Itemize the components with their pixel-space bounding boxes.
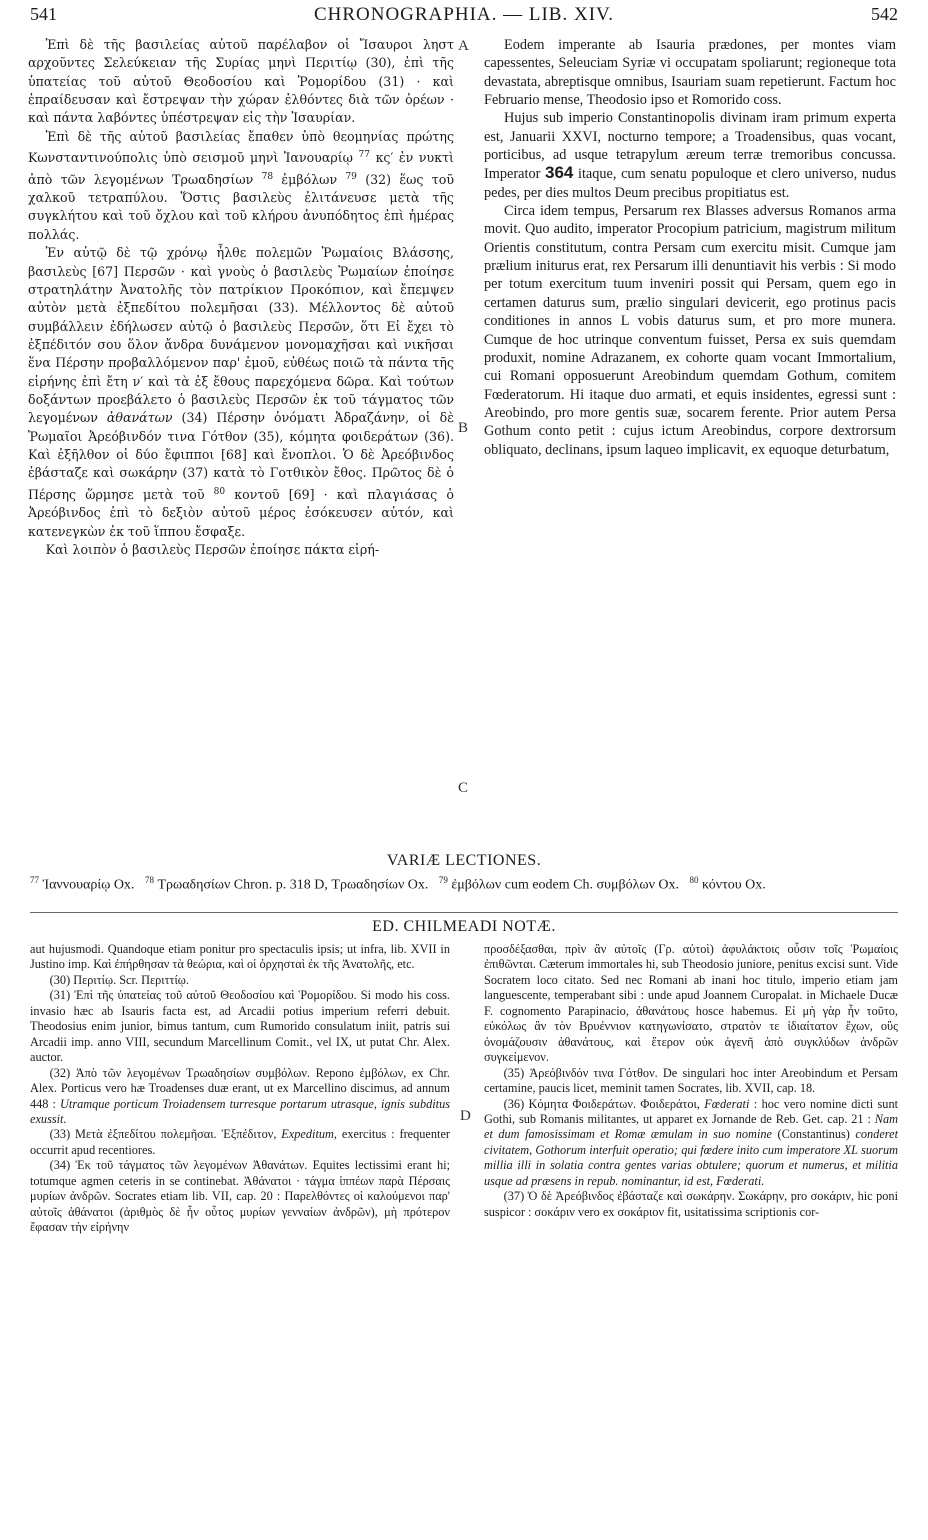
note-37: (37) Ὁ δὲ Ἀρεόβινδος ἐβάσταζε καὶ σωκάρην. Σωκάρην, pro σοκάριν, hic poni suspicor : σοκάριν vero ex σοκάριον fit, usitatissima scriptionis cor- — [484, 1189, 898, 1219]
note-33-italic: Expeditum — [281, 1127, 334, 1142]
variant-80: κόντου Ox. — [702, 877, 766, 893]
greek-column — [28, 36, 454, 559]
variant-number-79: 79 — [438, 875, 448, 885]
note-36-text-c: (Constantinus) — [777, 1127, 850, 1142]
note-36-text-a: (36) Κόμητα Φοιδεράτων. Φοιδεράτοι, — [503, 1096, 700, 1111]
latin-paragraph-2 — [484, 109, 896, 202]
latin-paragraph-1: Eodem imperante ab Isauria prædones, per montes viam capessentes, Seleuciam Syriæ vi occupatam spoliarunt; regioneque tota devastata, abreptisque omnibus, Isauriam suam repetierunt. Factum hoc Februario mense, Theodosio ipso et Romorido coss. — [484, 37, 896, 109]
page-number-left: 541 — [30, 4, 57, 24]
running-title: CHRONOGRAPHIA. — LIB. XIV. — [313, 4, 615, 25]
note-32 — [30, 1066, 450, 1128]
note-36-italic-1: Fœderati — [704, 1096, 750, 1111]
note-36-italic-3: conderet civitatem, Gothorum interfuit operatio; qui fœdere inito cum imperatore XL suorum millia illi in solatia contra gentes varias obtulere; quorum et numerus, et militia usque ad præsens in repub. nominantur, id est, Fœderati. — [484, 1127, 898, 1188]
note-36-italic-2: Nam et dum famosissimam et Romæ æmulam in suo nomine — [484, 1111, 898, 1142]
note-36 — [484, 1097, 898, 1190]
note-36-text-b: : hoc vero nomine dicti sunt Gothi, sub Romanis militantes, ut apparet ex Jornande de Reb. Get. cap. 21 : — [484, 1096, 899, 1126]
variae-lectiones-body — [30, 871, 898, 895]
footnote-ref-77: 77 — [358, 150, 370, 161]
folio-number-364: 364 — [544, 163, 574, 183]
margin-marker-a: A — [458, 38, 469, 54]
variant-77: Ἰαννουαρίῳ Ox. — [42, 877, 135, 893]
greek-p3-text-a: Ἐν αὐτῷ δὲ τῷ χρόνῳ ἦλθε πολεμῶν Ῥωμαίοις Βλάσσης, βασιλεὺς [67] Περσῶν · καὶ γνοὺς ὁ βασιλεὺς Ῥωμαίων ἐποίησε στρατηλάτην Ἀνατολῆς τὸν πατρίκιον Προκόπιον, καὶ ἔπεμψεν αὐτὸν μετὰ ἐξπεδίτου πολεμῆσαι (33). Μέλλοντος δὲ αὐτοῦ συμβάλλειν ἐδήλωσεν αὐτῷ ὁ βασιλεὺς Περσῶν, ὅτι Εἰ ἔχει τὸ ἐξπέδιτόν σου ὅλον ἄνδρα δυνάμενον μονομαχῆσαι καὶ νικῆσαι ἕνα Πέρσην προβαλλόμενον παρ' ἐμοῦ, εὐθέως ποιῶ τὰ πάντα τῆς εἰρήνης ἐπὶ ἔτη ν′ καὶ τὰ ἐξ ἔθους παρεχόμενα δῶρα. Καὶ τούτων δοξάντων προεβάλετο ὁ βασιλεὺς Περσῶν ἐκ τοῦ τάγματος τῶν λεγομένων — [28, 245, 454, 426]
latin-p2-text-a: Hujus sub imperio Constantinopolis divinam iram primum experta est, Januarii XXVI, nocturno tempore; a Troadensibus, quas vocant, porticibus, ad usque tetrapylum æreum terræ tremoribus concussa. Imperator — [484, 110, 896, 183]
variant-78: Τρωαδησίων Chron. p. 318 D, Τρωαδησίων Ox. — [157, 877, 429, 893]
greek-p3-text-c: κοντοῦ [69] · καὶ πλαγιάσας ὁ Ἀρεόβινδος ἐπὶ τὸ δεξιὸν αὐτοῦ μέρος ἐσόκευσεν αὐτόν, καὶ κατενεγκὼν ἐκ τοῦ ἵππου ἔσφαξε. — [28, 486, 454, 539]
latin-p2-text-b: itaque, cum senatu populoque et clero universo, nudus pedes, per dies multos Deum precibus propitiatus est. — [484, 166, 897, 201]
variant-number-80: 80 — [689, 875, 699, 885]
note-34-continuation: προσδέξασθαι, πρὶν ἂν αὐτοῖς (Γρ. αὐτοὶ) ἀφυλάκτοις οὖσιν τοῖς Ῥωμαίοις ἐπιθῶνται. Cæterum immortales hi, sub Theodosio juniore, penitus excisi sunt. Vide Socratem loco citato. Sed nec Romani ab inani hoc titulo, imperio etiam jam languescente, temperabant sibi : unde apud Joannem Curopalat. in Michaele Ducæ F. cognomento Parapinacio, ἀθανάτους hosce habemus. Εἰ μὴ γὰρ ἦν τοῦτο, εὐκόλως ἂν τὸν Βρυέννιον κατηγωνίσατο, στρατὸν τε ἰδιαίτατον ἔχων, οὓς ὀνομάζουσιν ἀθανάτους, καὶ ἕτερον οὐκ ἀγενῆ ἀπὸ συγκλύδων ἀνδρῶν συγκείμενον. — [484, 942, 898, 1065]
note-32-text: (32) Ἀπὸ τῶν λεγομένων Τρωαδησίων συμβόλων. Repono ἐμβόλων, ex Chr. Alex. Porticus vero hæ Troadenses duæ erant, ut ex Marcellino discimus, ad annum 448 : — [30, 1065, 450, 1111]
latin-paragraph-3: Circa idem tempus, Persarum rex Blasses adversus Romanos arma movit. Quo audito, imperator Procopium patricium, magistrum militum Orientis constitutum, contra Persam cum exercitu misit. Cumque jam prælium initurus erat, rex Persarum illi denuntiavit his verbis : Si modo per totum exercitum tuum inveniri possit qui Persam, quem ego in certamen daturus sum, prælio singulari devicerit, ego protinus pacis conditiones in annos L vobis daturus sum, et pro more munera. Cumque de hoc utrinque conventum fuisset, Persa ex suis quemdam produxit, nomine Adrazanem, ex cohorte quam vocant Immortalium, cui Romani opposuerunt Areobindum quemdam Gothum, comitem Fœderatorum. Hi itaque duo armati, et equis insidentes, egressi sunt : Areobindo, pro more gentis suæ, socarem ferente. Prior autem Persa Gothum conto petit : cujus ictum Areobindus, corpore dextrorsum obliquato, declinans, ipsum laqueo implicavit, ex equoque deturbatum, — [484, 203, 896, 458]
margin-marker-d: D — [460, 1108, 471, 1124]
note-30: (30) Περιτίῳ. Scr. Περιττίῳ. — [49, 972, 189, 987]
footnote-ref-79: 79 — [345, 171, 357, 182]
variant-number-78: 78 — [144, 875, 154, 885]
notes-left-column — [30, 942, 450, 1236]
greek-p2-text-c: ἐμβόλων — [281, 171, 338, 187]
greek-paragraph-3 — [28, 244, 454, 541]
margin-marker-c: C — [458, 780, 469, 796]
variant-79: ἐμβόλων cum eodem Ch. συμβόλων Ox. — [451, 877, 680, 893]
margin-marker-b: B — [458, 420, 469, 436]
page-number-right: 542 — [871, 4, 898, 24]
running-header — [22, 4, 906, 30]
note-33-text-b: , exercitus : frequenter occurrit apud recentiores. — [30, 1127, 450, 1157]
greek-p2-text-d: (32) ἕως τοῦ χαλκοῦ τετραπύλου. Ὅστις βασιλεὺς ἐλιτάνευσε μετὰ τῆς συγκλήτου καὶ τοῦ ὄχλου καὶ τοῦ κλήρου ἀνυπόδητος ἐπὶ ἡμέρας πολλάς. — [28, 171, 454, 242]
note-35: (35) Ἀρεόβινδόν τινα Γότθον. De singulari hoc inter Areobindum et Persam certamine, paucis licet, meminit tamen Socrates, lib. XVII, cap. 18. — [484, 1065, 898, 1096]
greek-paragraph-1: Ἐπὶ δὲ τῆς βασιλείας αὐτοῦ παρέλαβον οἱ Ἴσαυροι ληστ αρχοῦντες Σελεύκειαν τῆς Συρίας μηνὶ Περιτίῳ (30), ἐπὶ τῆς ὑπατείας τοῦ αὐτοῦ Θεοδοσίου καὶ Ῥομορίδου (31) · καὶ ἐπραίδευσαν καὶ ἔστρεψαν τὴν χώραν ἐλθόντες διὰ τῶν ὀρέων · καὶ πάντα λαβόντες ὑπέστρεψαν εἰς τὴν Ἰσαυρίαν. — [28, 37, 454, 126]
notes-divider — [30, 912, 898, 913]
greek-p2-text-a: Ἐπὶ δὲ τῆς αὐτοῦ βασιλείας ἔπαθεν ὑπὸ θεομηνίας πρώτης Κωνσταντινούπολις ὑπὸ σεισμοῦ μηνὶ Ἰανουαρίῳ — [28, 128, 454, 166]
latin-column — [484, 36, 896, 459]
notes-heading: ED. CHILMEADI NOTÆ. — [372, 918, 556, 935]
variant-number-77: 77 — [30, 875, 39, 885]
greek-paragraph-4: Καὶ λοιπὸν ὁ βασιλεὺς Περσῶν ἐποίησε πάκτα εἰρή- — [45, 541, 380, 557]
note-33-text-a: (33) Μετὰ ἐξπεδίτου πολεμῆσαι. Ἐξπέδιτον, — [49, 1127, 277, 1142]
note-32-quote: Utramque porticum Troiadensem turresque portarum utrasque, ignis subditus exussit. — [30, 1096, 451, 1126]
note-33 — [30, 1127, 450, 1158]
greek-p2-text-b: κς′ ἐν νυκτὶ ἀπὸ τῶν λεγομένων Τρωαδησίων — [28, 150, 454, 187]
variae-lectiones-heading: VARIÆ LECTIONES. — [386, 852, 542, 869]
footnote-ref-80: 80 — [213, 486, 226, 497]
notes-right-column — [484, 942, 898, 1220]
note-34: (34) Ἐκ τοῦ τάγματος τῶν λεγομένων Ἀθανάτων. Equites lectissimi erant hi; totumque agmen ceteris in se continebat. Ἀθάνατοι · τάγμα ἱππέων παρὰ Πέρσαις μυρίων ἀνδρῶν. Socrates etiam lib. VII, cap. 20 : Παρελθόντες οἱ καλούμενοι παρ' αὐτοῖς ἀθάνατοι (ἀριθμὸς δὲ ἦν οὗτος μυρίων γενναίων ἀνδρῶν), μὴ πρότερον ἔφασαν τὴν εἰρήνην — [30, 1158, 450, 1235]
greek-paragraph-2 — [28, 128, 454, 244]
note-continuation: aut hujusmodi. Quandoque etiam ponitur pro spectaculis ipsis; ut infra, lib. XVII in Justino imp. Καὶ ἐπήρθησαν τὰ θεώρια, καὶ οἱ ὀρχησταὶ ἐκ τῆς Ἀνατολῆς, etc. — [30, 942, 450, 972]
note-31: (31) Ἐπὶ τῆς ὑπατείας τοῦ αὐτοῦ Θεοδοσίου καὶ Ῥομορίδου. Si modo his coss. invasio hæc ab Isauris facta est, ad Arcadii potius imperium referri debuit. Theodosius enim junior, bimus tantum, cum Rumorido consulatum iniit, patris sui Arcadii imp. anno VIII, secundum Marcellinum Comit., vel IX, ut putat Chr. Alex. auctor. — [30, 988, 450, 1065]
footnote-ref-78: 78 — [261, 171, 274, 182]
greek-p3-italic: ἀθανάτων — [106, 410, 173, 426]
greek-p3-text-b: (34) Πέρσην ὀνόματι Ἀδραζάνην, οἱ δὲ Ῥωμαῖοι Ἀρεόβινδόν τινα Γότθον (35), κόμητα φοιδεράτων (36). Καὶ ἐξῆλθον οἱ δύο ἔφιπποι [68] καὶ ἔνοπλοι. Ὁ δὲ Ἀρεόβινδος ἐβάσταζε καὶ σωκάρην (37) κατὰ τὸ Γοτθικὸν ἔθος. Πρῶτος δὲ ὁ Πέρσης ὥρμησε μετὰ τοῦ — [28, 410, 454, 502]
